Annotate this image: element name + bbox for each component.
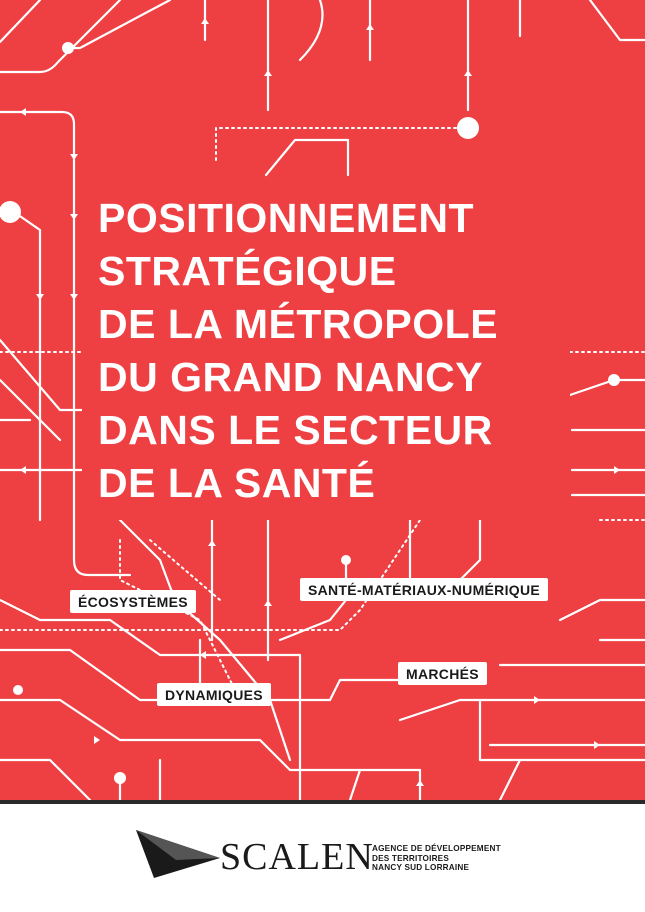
agency-description [372, 844, 501, 873]
tag-marches: MARCHÉS [398, 662, 487, 685]
title-line-5: DANS LE SECTEUR [98, 407, 493, 453]
scalen-logo-mark [136, 830, 220, 878]
agency-line-1: AGENCE DE DÉVELOPPEMENT [372, 844, 501, 853]
footer [0, 804, 645, 912]
tag-sante-materiaux-numerique: SANTÉ-MATÉRIAUX-NUMÉRIQUE [300, 578, 548, 601]
tag-dynamiques: DYNAMIQUES [157, 683, 271, 706]
agency-line-3: NANCY SUD LORRAINE [372, 863, 470, 872]
title-line-4: DU GRAND NANCY [98, 354, 484, 400]
tag-ecosystemes: ÉCOSYSTÈMES [70, 590, 196, 613]
title-line-1: POSITIONNEMENT [98, 195, 475, 241]
logo-wordmark: SCALEN [220, 836, 374, 878]
title-line-6: DE LA SANTÉ [98, 460, 376, 506]
title-block [82, 180, 570, 520]
title-line-2: STRATÉGIQUE [98, 248, 397, 294]
agency-line-2: DES TERRITOIRES [372, 853, 450, 863]
title-line-3: DE LA MÉTROPOLE [98, 301, 499, 347]
